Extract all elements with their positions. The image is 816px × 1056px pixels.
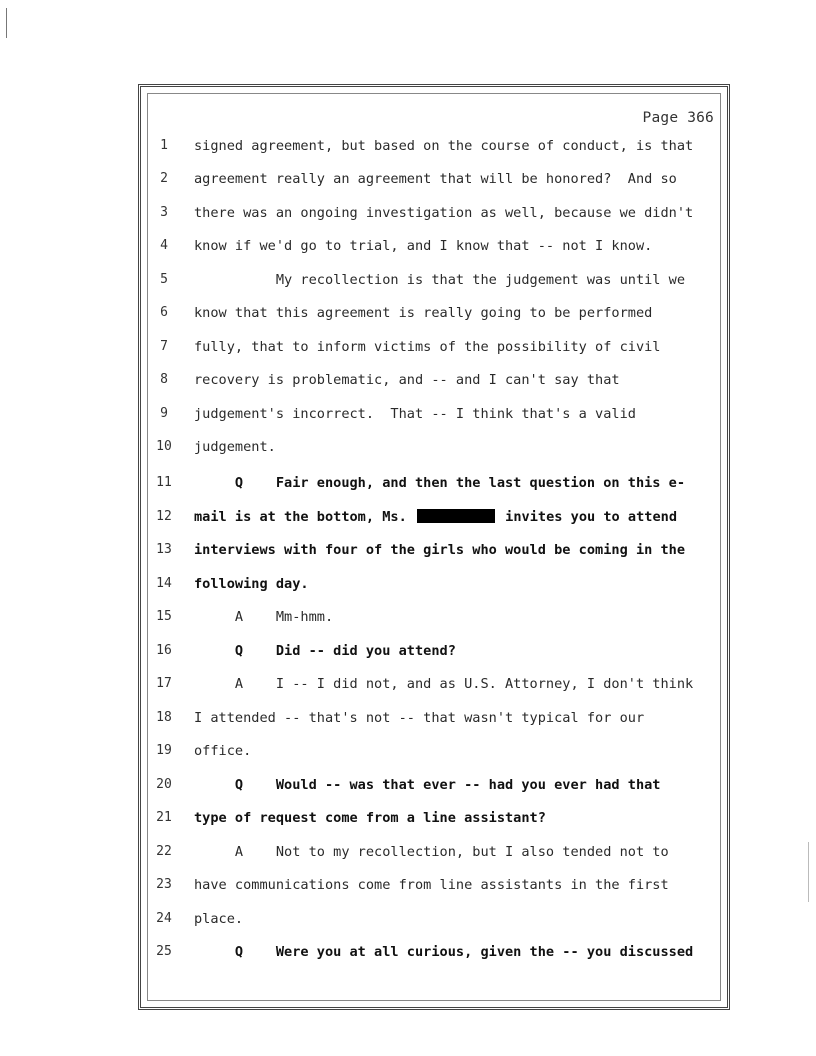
line-text: following day.: [194, 576, 309, 592]
line-number: 8: [160, 372, 168, 387]
line-text: place.: [194, 911, 244, 927]
transcript-line: [0, 272, 816, 302]
line-number: 9: [160, 406, 168, 421]
transcript-line: [0, 810, 816, 840]
line-number: 24: [156, 911, 172, 926]
transcript-line: [0, 944, 816, 974]
line-number: 14: [156, 576, 172, 591]
line-text: Q Did -- did you attend?: [194, 643, 456, 659]
line-text: Q Were you at all curious, given the -- you discussed: [194, 944, 694, 960]
line-text: Q Would -- was that ever -- had you ever had that: [194, 777, 661, 793]
line-number: 23: [156, 877, 172, 892]
line-number: 21: [156, 810, 172, 825]
line-text-after-redaction: invites you to attend: [496, 509, 678, 525]
line-number: 13: [156, 542, 172, 557]
line-number: 6: [160, 305, 168, 320]
transcript-line: [0, 439, 816, 469]
line-text: signed agreement, but based on the course of conduct, is that: [194, 138, 694, 154]
line-text: My recollection is that the judgement was until we: [194, 272, 686, 288]
line-text: judgement.: [194, 439, 276, 455]
line-number: 5: [160, 272, 168, 287]
line-text: there was an ongoing investigation as well, because we didn't: [194, 205, 694, 221]
transcript-line: [0, 777, 816, 807]
line-text: A Not to my recollection, but I also tended not to: [194, 844, 669, 860]
line-number: 25: [156, 944, 172, 959]
transcript-line: [0, 509, 816, 539]
line-number: 10: [156, 439, 172, 454]
line-text: recovery is problematic, and -- and I can't say that: [194, 372, 620, 388]
line-text: interviews with four of the girls who would be coming in the: [194, 542, 686, 558]
line-number: 22: [156, 844, 172, 859]
line-text: judgement's incorrect. That -- I think that's a valid: [194, 406, 636, 422]
transcript-line: [0, 305, 816, 335]
line-text: [194, 509, 677, 525]
line-text: I attended -- that's not -- that wasn't typical for our: [194, 710, 645, 726]
transcript-line: [0, 542, 816, 572]
line-text: know that this agreement is really going to be performed: [194, 305, 653, 321]
transcript-line: [0, 339, 816, 369]
transcript-line: [0, 475, 816, 505]
transcript-line: [0, 844, 816, 874]
page-number: Page 366: [642, 110, 714, 126]
transcript-line: [0, 877, 816, 907]
line-number: 4: [160, 238, 168, 253]
scan-edge-mark: [6, 8, 7, 38]
transcript-line: [0, 643, 816, 673]
line-number: 12: [156, 509, 172, 524]
line-number: 11: [156, 475, 172, 490]
redaction-bar: [417, 509, 495, 523]
line-number: 1: [160, 138, 168, 153]
transcript-line: [0, 743, 816, 773]
transcript-line: [0, 710, 816, 740]
transcript-line: [0, 609, 816, 639]
transcript-line: [0, 676, 816, 706]
line-number: 17: [156, 676, 172, 691]
transcript-line: [0, 238, 816, 268]
line-text: agreement really an agreement that will be honored? And so: [194, 171, 677, 187]
line-text-before-redaction: mail is at the bottom, Ms.: [194, 509, 415, 525]
line-number: 2: [160, 171, 168, 186]
line-number: 16: [156, 643, 172, 658]
line-text: office.: [194, 743, 252, 759]
transcript-line: [0, 406, 816, 436]
line-text: have communications come from line assistants in the first: [194, 877, 669, 893]
line-text: A I -- I did not, and as U.S. Attorney, I don't think: [194, 676, 694, 692]
line-text: fully, that to inform victims of the possibility of civil: [194, 339, 661, 355]
line-number: 19: [156, 743, 172, 758]
line-number: 18: [156, 710, 172, 725]
transcript-line: [0, 576, 816, 606]
transcript-line: [0, 171, 816, 201]
transcript-line: [0, 911, 816, 941]
line-text: know if we'd go to trial, and I know that -- not I know.: [194, 238, 653, 254]
line-text: A Mm-hmm.: [194, 609, 334, 625]
transcript-line: [0, 205, 816, 235]
line-number: 7: [160, 339, 168, 354]
transcript-line: [0, 372, 816, 402]
line-number: 20: [156, 777, 172, 792]
line-number: 3: [160, 205, 168, 220]
line-text: Q Fair enough, and then the last question on this e-: [194, 475, 686, 491]
transcript-line: [0, 138, 816, 168]
line-text: type of request come from a line assistant?: [194, 810, 546, 826]
line-number: 15: [156, 609, 172, 624]
